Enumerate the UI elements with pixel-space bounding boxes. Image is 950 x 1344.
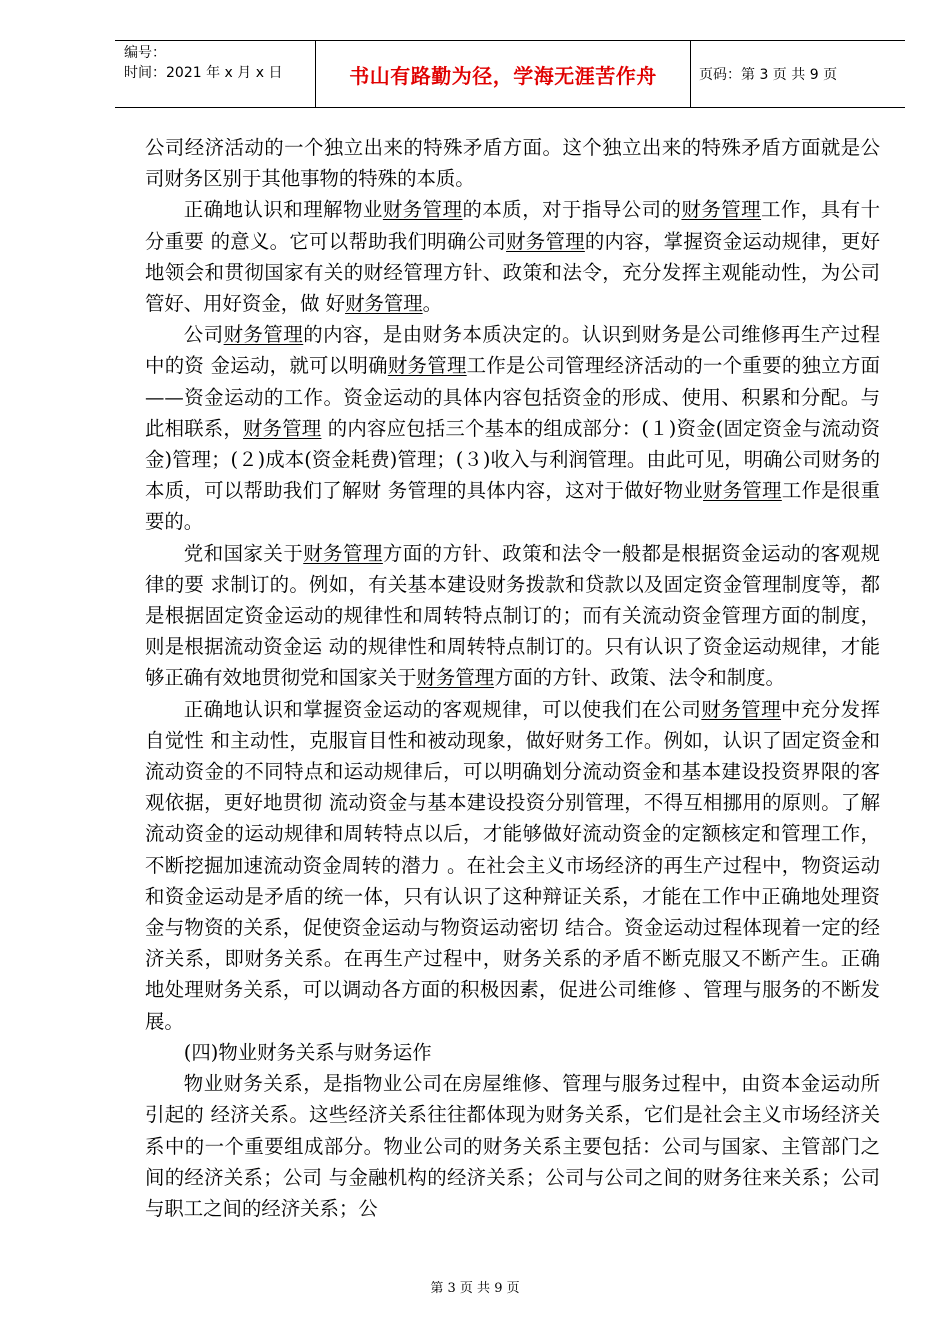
header-motto: 书山有路勤为径，学海无涯苦作舟 [316,41,691,107]
page-header [115,40,905,108]
serial-number-label: 编号： [124,45,166,61]
underlined-term: 财务管理 [345,292,423,316]
underlined-term: 财务管理 [703,479,782,503]
header-page-code: 页码：第 3 页 共 9 页 [699,67,838,83]
underlined-term: 财务管理 [506,229,585,253]
header-meta-cell [115,41,316,107]
underlined-term: 财务管理 [681,198,762,222]
underlined-term: 财务管理 [243,416,322,440]
text-run: 的内容，是由财务本质决定的。认识到财务是公司维修再生产过程中的资 金运动，就可以明确 [145,323,880,378]
text-run: 党和国家关于 [183,541,304,565]
body-text [145,132,880,1224]
text-run: 的内容应包括三个基本的组成部分：(１)资金(固定资金与流动资金)管理；(２)成本(资金耗费)管理；(３)收入与利润管理。由此可见，明确公司财务的本质，可以帮助我们了解财 务管理的具体内容，这对于做好物业 [145,416,881,503]
text-run: (四)物业财务关系与财务运作 [183,1040,432,1064]
text-run: 的内容，掌握资金运动规律，更好地领会和贯彻国家有关的财经管理方针、政策和法令，充分发挥主观能动性，为公司管好、用好资金，做 好 [145,229,881,316]
paragraph [145,1037,880,1068]
page-footer: 第 3 页 共 9 页 [430,1281,520,1296]
paragraph [145,132,880,194]
text-run: 工作是很重要的。 [145,479,880,534]
text-run: 中充分发挥自觉性 和主动性，克服盲目性和被动现象，做好财务工作。例如，认识了固定资金和流动资金的不同特点和运动规律后，可以明确划分流动资金和基本建设投资界限的客观依据，更好地贯彻 流动资金与基本建设投资分别管理，不得互相挪用的原则。了解流动资金的运动规律和周转特点以后，才能够做好流动资金的定额核定和管理工作，不断挖掘加速流动资金周转的潜力 。在社会主义市场经济的再生产过程中，物资运动和资金运动是矛盾的统一体，只有认识了这种辩证关系，才能在工作中正确地处理资金与物资的关系，促使资金运动与物资运动密切 结合。资金运动过程体现着一定的经济关系，即财务关系。在再生产过程中，财务关系的矛盾不断克服又不断产生。正确地处理财务关系，可以调动各方面的积极因素，促进公司维修 、管理与服务的不断发展。 [145,697,880,1033]
underlined-term: 财务管理 [382,198,463,222]
text-run: 工作，具有十分重要 的意义。它可以帮助我们明确公司 [145,198,880,253]
paragraph [145,538,880,694]
date-label: 时间：2021 年 x 月 x 日 [124,65,283,81]
text-run: 方面的方针、政策和法令一般都是根据资金运动的客观规律的要 求制订的。例如，有关基本建设财务拨款和贷款以及固定资金管理制度等，都是根据固定资金运动的规律性和周转特点制订的；而有关流动资金管理方面的制度，则是根据流动资金运 动的规律性和周转特点制订的。只有认识了资金运动规律，才能够正确有效地贯彻党和国家关于 [145,541,880,690]
paragraph [145,694,880,1037]
text-run: 方面的方针、政策、法令和制度。 [494,666,785,690]
underlined-term: 财务管理 [223,323,304,347]
text-run: 的本质，对于指导公司的 [462,198,682,222]
underlined-term: 财务管理 [387,354,467,378]
text-run: 物业财务关系，是指物业公司在房屋维修、管理与服务过程中，由资本金运动所引起的 经济关系。这些经济关系往往都体现为财务关系，它们是社会主义市场经济关系中的一个重要组成部分。物业公司的财务关系主要包括：公司与国家、主管部门之间的经济关系；公司 与金融机构的经济关系；公司与公司之间的财务往来关系；公司与职工之间的经济关系；公 [145,1072,880,1220]
text-run: 。 [422,292,443,316]
text-run: 正确地认识和掌握资金运动的客观规律，可以使我们在公司 [183,697,702,721]
underlined-term: 财务管理 [303,541,383,565]
underlined-term: 财务管理 [701,697,781,721]
paragraph [145,319,880,537]
text-run: 公司经济活动的一个独立出来的特殊矛盾方面。这个独立出来的特殊矛盾方面就是公司财务区别于其他事物的特殊的本质。 [145,136,880,191]
text-run: 公司 [183,323,224,347]
underlined-term: 财务管理 [416,666,495,690]
text-run: 正确地认识和理解物业 [183,198,383,222]
paragraph [145,194,880,319]
paragraph [145,1068,880,1224]
text-run: 工作是公司管理经济活动的一个重要的独立方面——资金运动的工作。资金运动的具体内容包括资金的形成、使用、积累和分配。与此相联系， [145,354,881,440]
